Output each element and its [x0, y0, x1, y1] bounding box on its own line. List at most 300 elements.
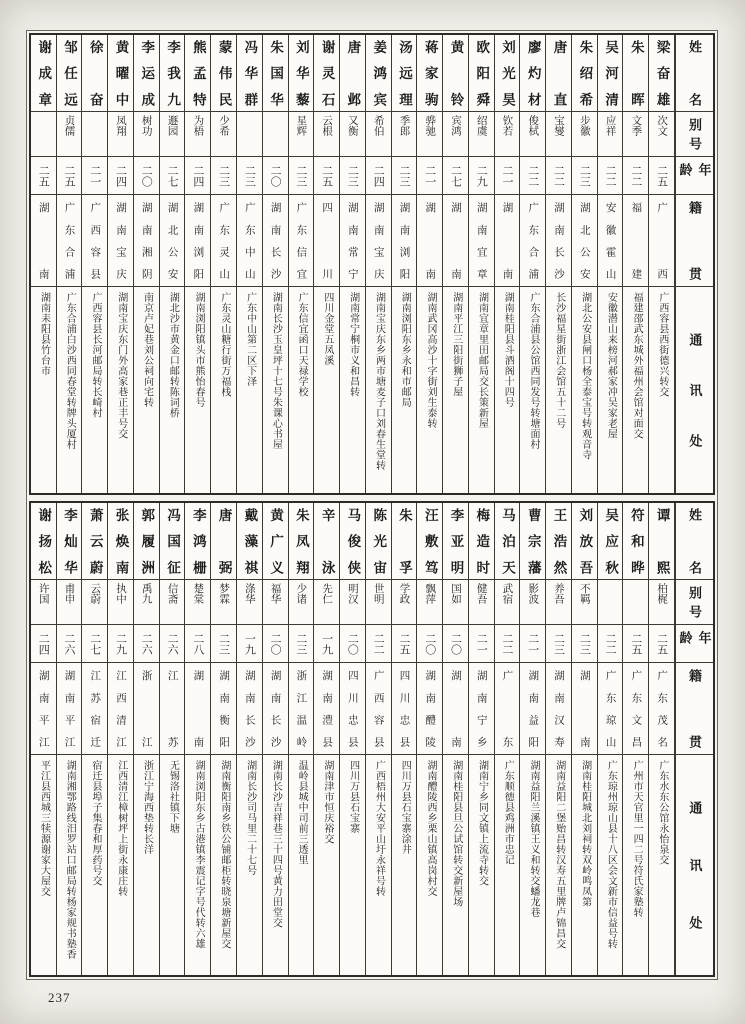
entry-origin: 湖南	[572, 663, 597, 755]
entry-origin: 广东	[495, 663, 520, 755]
entry-name: 李我九	[160, 35, 185, 112]
header-column	[675, 503, 713, 975]
entry-name: 黄曜中	[108, 35, 133, 112]
entry-alias: 骅驰	[417, 112, 442, 157]
entry-age: 二五	[649, 157, 674, 195]
entry-age: 二三	[572, 157, 597, 195]
entry-age: 一九	[237, 625, 262, 663]
entry-age: 二一	[469, 625, 494, 663]
entry-origin: 广西	[649, 195, 674, 287]
entry-name: 马俊侠	[340, 503, 365, 580]
entry-address: 湖北公安县闸口杨全泰宝号转观音寺	[579, 292, 591, 460]
entry-origin: 四川忠县	[392, 663, 417, 755]
entry-alias: 贞儒	[57, 112, 82, 157]
entry-age: 二三	[340, 157, 365, 195]
entry-name: 黄广义	[263, 503, 288, 580]
entry-address: 浙江宁海西垫转长洋	[141, 760, 153, 855]
entry-alias: 希伯	[366, 112, 391, 157]
entry-address: 无锡洛社镇下塘	[167, 760, 179, 834]
entry-address: 湖南长沙吉祥巷三十四号黄力田堂交	[270, 760, 282, 928]
entry-column	[289, 503, 315, 975]
entry-alias: 国如	[443, 580, 468, 625]
entry-column	[289, 35, 315, 493]
entry-alias: 柏梶	[649, 580, 674, 625]
entry-age: 二三	[289, 157, 314, 195]
entry-name: 陈光宙	[366, 503, 391, 580]
entry-address: 广州市天官里一四二号符氏家塾转	[631, 760, 643, 918]
entry-alias: 信斋	[160, 580, 185, 625]
entry-address: 湖南湘鄂路线汨罗站口邮局转杨家规书塾香	[64, 760, 76, 960]
entry-alias: 云蔚	[82, 580, 107, 625]
entry-column	[366, 503, 392, 975]
entry-alias: 养吾	[546, 580, 571, 625]
entry-address: 湖南益阳兰溪镇王义和转交蟠龙巷	[528, 760, 540, 918]
entry-address: 广东琼州琼山县十八区会文新市信益号转	[605, 760, 617, 949]
entry-name: 徐奋	[82, 35, 107, 112]
entry-alias: 凤翔	[108, 112, 133, 157]
entry-alias: 为梧	[185, 112, 210, 157]
header-origin-label: 籍贯	[676, 663, 713, 755]
entry-address: 湖南宝庆东门外高家巷正丰号交	[115, 292, 127, 439]
entry-name: 熊孟特	[185, 35, 210, 112]
entry-address: 湖南桂阳县旦公试馆转交新屋场	[450, 760, 462, 907]
entry-address: 湖南益阳二堡贻昌转汉寿五里牌卢锦昌交	[553, 760, 565, 949]
entry-address: 平江县西城三犊源谢家大屋交	[38, 760, 50, 897]
entry-age: 二一	[495, 157, 520, 195]
entry-address: 湖南津市恒庆裕交	[321, 760, 333, 844]
entry-alias: 执中	[108, 580, 133, 625]
entry-address: 湖南耒阳县竹台市	[38, 292, 50, 376]
entry-age: 二四	[366, 157, 391, 195]
entry-origin: 广东中山	[237, 195, 262, 287]
entry-age: 二五	[57, 157, 82, 195]
entry-name: 朱晖	[623, 35, 648, 112]
entry-column	[417, 503, 443, 975]
entry-age: 二七	[82, 625, 107, 663]
entry-address: 湖南浏阳镇头市熊怡春号	[193, 292, 205, 408]
entry-address: 湖南长沙玉皇坪十七号朱课心书屋	[270, 292, 282, 450]
entry-name: 刘放吾	[572, 503, 597, 580]
entry-name: 唐弼	[211, 503, 236, 580]
entry-origin: 广东茂名	[649, 663, 674, 755]
entry-origin: 福建	[623, 195, 648, 287]
entry-alias: 学政	[392, 580, 417, 625]
entry-origin: 湖南醴陵	[417, 663, 442, 755]
entry-name: 萧云蔚	[82, 503, 107, 580]
entry-column	[598, 35, 624, 493]
entry-name: 符和晔	[623, 503, 648, 580]
entry-origin: 广西容县	[82, 195, 107, 287]
entry-origin: 湖南浏阳	[392, 195, 417, 287]
entry-alias	[237, 112, 262, 157]
entry-name: 冯国征	[160, 503, 185, 580]
entry-column	[82, 503, 108, 975]
entry-address: 广东合浦县公馆西同发号转塘面村	[528, 292, 540, 450]
entry-name: 吴河清	[598, 35, 623, 112]
entry-origin: 浙江温岭	[289, 663, 314, 755]
entry-age: 二五	[392, 625, 417, 663]
entry-alias: 应祥	[598, 112, 623, 157]
entry-name: 汤远理	[392, 35, 417, 112]
entry-column	[108, 503, 134, 975]
entry-column	[443, 503, 469, 975]
entry-column	[572, 35, 598, 493]
entry-column	[185, 35, 211, 493]
entry-origin: 湖北公安	[160, 195, 185, 287]
entry-alias: 梦霖	[211, 580, 236, 625]
entry-address: 福建邵武东城外福州会馆对面交	[631, 292, 643, 439]
entry-column	[469, 35, 495, 493]
entry-age: 二二	[495, 625, 520, 663]
entry-origin: 湖南衡阳	[211, 663, 236, 755]
entry-name: 朱孚	[392, 503, 417, 580]
entry-column	[57, 503, 83, 975]
entry-age: 二六	[57, 625, 82, 663]
header-address-label: 通讯处	[687, 801, 703, 929]
entry-age: 二二	[598, 625, 623, 663]
entry-age: 二〇	[263, 157, 288, 195]
entry-column	[134, 35, 160, 493]
entry-alias: 少诸	[289, 580, 314, 625]
entry-name: 朱绍希	[572, 35, 597, 112]
entry-column	[546, 35, 572, 493]
entry-column	[495, 35, 521, 493]
entry-address: 湖南常宁桐市义和昌转	[347, 292, 359, 397]
entry-age: 二四	[31, 625, 56, 663]
entry-alias: 又衡	[340, 112, 365, 157]
entry-origin: 湖南宁乡	[469, 663, 494, 755]
entry-column	[649, 35, 675, 493]
entry-column	[211, 35, 237, 493]
entry-name: 张焕南	[108, 503, 133, 580]
entry-column	[185, 503, 211, 975]
entry-origin: 广东灵山	[211, 195, 236, 287]
entry-alias: 星辉	[289, 112, 314, 157]
entry-origin: 广东合浦	[520, 195, 545, 287]
entry-origin: 湖南平江	[31, 663, 56, 755]
entry-address: 湖南长沙司马里二十七号	[244, 760, 256, 876]
entry-origin: 湖南常宁	[340, 195, 365, 287]
entry-column	[31, 35, 57, 493]
entry-name: 辛泳	[314, 503, 339, 580]
entry-origin: 湖南	[31, 195, 56, 287]
entry-origin: 广东信宜	[289, 195, 314, 287]
entry-name: 郭履洲	[134, 503, 159, 580]
entry-age: 二〇	[263, 625, 288, 663]
entry-alias: 宾鸿	[443, 112, 468, 157]
entry-origin: 湖南平江	[57, 663, 82, 755]
entry-origin: 江西清江	[108, 663, 133, 755]
entry-origin: 浙江	[134, 663, 159, 755]
entry-alias: 遯园	[160, 112, 185, 157]
entry-age: 二三	[211, 625, 236, 663]
entry-alias: 楚棠	[185, 580, 210, 625]
entry-origin: 江苏宿迁	[82, 663, 107, 755]
entry-alias: 树功	[134, 112, 159, 157]
entry-origin: 四川	[314, 195, 339, 287]
header-age-label: 年龄	[676, 625, 713, 663]
entry-address: 湖南宁乡同文镇上流寺转交	[476, 760, 488, 886]
entry-age: 二二	[366, 625, 391, 663]
entry-alias: 先仁	[314, 580, 339, 625]
entry-address: 四川万县石宝寨涂井	[399, 760, 411, 855]
entry-alias: 甫申	[57, 580, 82, 625]
entry-origin: 广西容县	[366, 663, 391, 755]
entry-name: 唐直	[546, 35, 571, 112]
entry-column	[340, 35, 366, 493]
entry-origin: 湖南	[443, 663, 468, 755]
entry-name: 蒙伟民	[211, 35, 236, 112]
entry-age: 二三	[392, 157, 417, 195]
entry-column	[314, 503, 340, 975]
entry-origin: 广东合浦	[57, 195, 82, 287]
entry-age: 二五	[623, 625, 648, 663]
entry-origin: 湖南宝庆	[366, 195, 391, 287]
entry-age: 二七	[443, 157, 468, 195]
page-number: 237	[48, 990, 71, 1005]
entry-column	[469, 503, 495, 975]
entry-alias: 季郎	[392, 112, 417, 157]
header-alias-label: 别号	[676, 112, 713, 157]
entry-alias: 福华	[263, 580, 288, 625]
entry-name: 欧阳舜	[469, 35, 494, 112]
entry-column	[134, 503, 160, 975]
entry-age: 二八	[185, 625, 210, 663]
entry-column	[108, 35, 134, 493]
entry-address: 温岭县城中司前三透里	[296, 760, 308, 865]
entry-column	[572, 503, 598, 975]
entry-alias: 健吾	[469, 580, 494, 625]
entry-column	[340, 503, 366, 975]
entry-address: 广东灵山糖行街万福栈	[218, 292, 230, 397]
entry-name: 梅造时	[469, 503, 494, 580]
entry-age: 二三	[289, 625, 314, 663]
entry-address: 南京卢妃巷刘公祠向宅转	[141, 292, 153, 408]
entry-name: 刘光昊	[495, 35, 520, 112]
entry-name: 李鸿栅	[185, 503, 210, 580]
entry-alias	[263, 112, 288, 157]
entry-column	[237, 35, 263, 493]
entry-alias	[623, 580, 648, 625]
entry-alias: 俊栻	[520, 112, 545, 157]
entry-origin: 湖南浏阳	[185, 195, 210, 287]
header-name-label: 姓名	[676, 35, 713, 112]
entry-alias: 不羁	[572, 580, 597, 625]
entry-address: 四川金堂五凤溪	[321, 292, 333, 366]
entry-name: 谢扬松	[31, 503, 56, 580]
entry-column	[211, 503, 237, 975]
entry-alias: 飘萍	[417, 580, 442, 625]
entry-age: 二九	[108, 625, 133, 663]
entry-column	[520, 503, 546, 975]
header-name-label: 姓名	[676, 503, 713, 580]
entry-age: 二〇	[134, 157, 159, 195]
roster-table-bottom	[29, 501, 715, 977]
entry-origin: 湖南长沙	[237, 663, 262, 755]
entry-name: 朱凤翔	[289, 503, 314, 580]
entry-address: 长沙福星街浙江会馆五十二号	[553, 292, 565, 429]
entry-address: 湖南浏阳东乡古港镇李震记字号代转六雄	[193, 760, 205, 949]
entry-alias: 宝燮	[546, 112, 571, 157]
entry-name: 马泊天	[495, 503, 520, 580]
entry-origin: 湖南宜章	[469, 195, 494, 287]
entry-column	[31, 503, 57, 975]
entry-alias: 明汉	[340, 580, 365, 625]
entry-name: 朱国华	[263, 35, 288, 112]
entry-origin: 湖南宝庆	[108, 195, 133, 287]
entry-age: 二五	[31, 157, 56, 195]
entry-origin: 湖南长沙	[263, 195, 288, 287]
entry-name: 李亚明	[443, 503, 468, 580]
entry-column	[623, 35, 649, 493]
entry-origin: 四川忠县	[340, 663, 365, 755]
entry-column	[263, 35, 289, 493]
entry-alias: 影波	[520, 580, 545, 625]
entry-name: 李运成	[134, 35, 159, 112]
entry-age: 二五	[649, 625, 674, 663]
header-address-label: 通讯处	[687, 333, 703, 447]
entry-origin: 湖南	[495, 195, 520, 287]
entry-column	[160, 35, 186, 493]
entry-address: 四川万县石宝寨	[347, 760, 359, 834]
entry-name: 冯华群	[237, 35, 262, 112]
entry-origin: 湖南长沙	[263, 663, 288, 755]
entry-column	[57, 35, 83, 493]
entry-alias: 步徽	[572, 112, 597, 157]
entry-column	[237, 503, 263, 975]
header-alias-label: 别号	[676, 580, 713, 625]
entry-origin: 湖南湘阴	[134, 195, 159, 287]
entry-age: 二四	[108, 157, 133, 195]
entry-alias: 云根	[314, 112, 339, 157]
entry-name: 梁奋雄	[649, 35, 674, 112]
entry-age: 二〇	[443, 625, 468, 663]
entry-origin: 广东文昌	[623, 663, 648, 755]
entry-age: 二三	[211, 157, 236, 195]
entry-address: 湖南浏阳东乡永和市邮局	[399, 292, 411, 408]
entry-name: 汪敷笃	[417, 503, 442, 580]
entry-origin: 江苏	[160, 663, 185, 755]
entry-name: 谢成章	[31, 35, 56, 112]
entry-name: 吴应秋	[598, 503, 623, 580]
entry-address: 安徽潜山来榜河郝家冲吴家老屋	[605, 292, 617, 439]
entry-origin: 湖南长沙	[546, 195, 571, 287]
entry-address: 湖南醴陵西乡栗山镇高岗村交	[424, 760, 436, 897]
entry-address: 湖南桂阳城北刘祠转双岭鸣凤第	[579, 760, 591, 907]
entry-alias: 武宿	[495, 580, 520, 625]
entry-column	[263, 503, 289, 975]
entry-address: 湖南宜章里田邮局交长策新屋	[476, 292, 488, 429]
entry-name: 姜鸿宾	[366, 35, 391, 112]
entry-age: 二七	[160, 157, 185, 195]
entry-alias: 涤华	[237, 580, 262, 625]
entry-column	[392, 35, 418, 493]
entry-origin: 湖南益阳	[520, 663, 545, 755]
entry-age: 二四	[185, 157, 210, 195]
entry-address: 广西梧州大安平山圩永祥号转	[373, 760, 385, 897]
entry-alias: 少希	[211, 112, 236, 157]
entry-age: 二三	[572, 625, 597, 663]
entry-age: 二二	[520, 157, 545, 195]
entry-address: 湖北沙市黄金口邮转陈词桥	[167, 292, 179, 418]
entry-age: 二二	[546, 157, 571, 195]
entry-alias: 文季	[623, 112, 648, 157]
entry-age: 二九	[469, 157, 494, 195]
entry-alias: 次文	[649, 112, 674, 157]
header-age-label: 年龄	[676, 157, 713, 195]
entry-origin: 湖南汉寿	[546, 663, 571, 755]
entry-age: 二三	[237, 157, 262, 195]
entry-alias: 钦若	[495, 112, 520, 157]
entry-name: 曹宗藩	[520, 503, 545, 580]
entry-origin: 湖北公安	[572, 195, 597, 287]
entry-address: 广东顺德县鸡洲市忠记	[502, 760, 514, 865]
entry-address: 广西容县长河邮局转长崎村	[90, 292, 102, 418]
entry-alias	[598, 580, 623, 625]
entry-alias: 世明	[366, 580, 391, 625]
entry-column	[82, 35, 108, 493]
entry-age: 二三	[546, 625, 571, 663]
entry-name: 谢灵石	[314, 35, 339, 112]
entry-age: 二一	[82, 157, 107, 195]
entry-alias	[82, 112, 107, 157]
entry-name: 廖灼材	[520, 35, 545, 112]
entry-address: 湖南衡阳南乡铁公铺邮柜转晓泉塘新屋交	[218, 760, 230, 949]
entry-name: 李灿华	[57, 503, 82, 580]
entry-column	[546, 503, 572, 975]
entry-alias: 许国	[31, 580, 56, 625]
entry-age: 二六	[160, 625, 185, 663]
entry-address: 湖南桂阳县斗酒阁十四号	[502, 292, 514, 408]
header-column	[675, 35, 713, 493]
entry-age: 二二	[623, 157, 648, 195]
entry-column	[366, 35, 392, 493]
entry-name: 刘华藜	[289, 35, 314, 112]
entry-column	[623, 503, 649, 975]
entry-column	[598, 503, 624, 975]
entry-origin: 广东琼山	[598, 663, 623, 755]
entry-address: 湖南平江三阳街狮子屋	[450, 292, 462, 397]
entry-column	[649, 503, 675, 975]
entry-age: 二一	[417, 157, 442, 195]
entry-name: 唐邺	[340, 35, 365, 112]
entry-origin: 湖南	[185, 663, 210, 755]
entry-address: 江西清江樟树坪上街永康庄转	[115, 760, 127, 897]
entry-alias	[31, 112, 56, 157]
entry-origin: 湖南澧县	[314, 663, 339, 755]
entry-column	[495, 503, 521, 975]
entry-column	[443, 35, 469, 493]
entry-address: 广东合浦白沙西同春堂转牌头厦村	[64, 292, 76, 450]
header-origin-label: 籍贯	[676, 195, 713, 287]
entry-address: 湖南宝庆东乡两市塘麦子口刘春生堂转	[373, 292, 385, 471]
entry-name: 谭熙	[649, 503, 674, 580]
entry-age: 二五	[314, 157, 339, 195]
entry-name: 邹任远	[57, 35, 82, 112]
entry-name: 王浩然	[546, 503, 571, 580]
entry-address: 广西容县西街德兴转交	[656, 292, 668, 397]
entry-origin: 安徽霍山	[598, 195, 623, 287]
entry-column	[520, 35, 546, 493]
roster-table-top	[29, 33, 715, 495]
entry-column	[314, 35, 340, 493]
entry-age: 二〇	[417, 625, 442, 663]
entry-address: 湖南武冈高沙十字街刘生泰转	[424, 292, 436, 429]
entry-alias: 禹九	[134, 580, 159, 625]
entry-address: 广东信宜函口天禄学校	[296, 292, 308, 397]
entry-name: 蒋家驹	[417, 35, 442, 112]
entry-column	[160, 503, 186, 975]
